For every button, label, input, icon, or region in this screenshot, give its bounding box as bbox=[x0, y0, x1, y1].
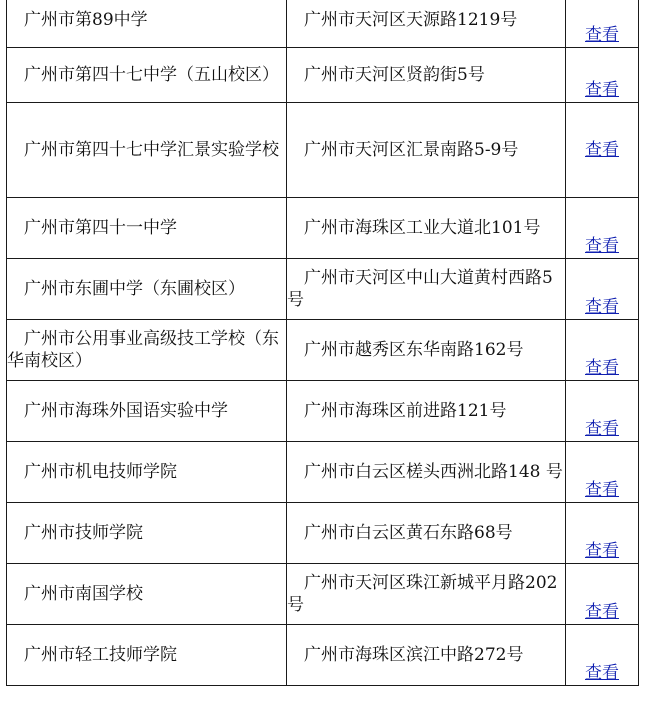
school-address-cell bbox=[287, 442, 566, 503]
school-address-cell bbox=[287, 0, 566, 48]
view-link[interactable]: 查看 bbox=[585, 236, 619, 256]
school-name-cell bbox=[7, 320, 287, 381]
view-link[interactable]: 查看 bbox=[585, 480, 619, 500]
view-link[interactable]: 查看 bbox=[585, 25, 619, 45]
school-address: 广州市越秀区东华南路162号 bbox=[287, 340, 524, 360]
school-name: 广州市南国学校 bbox=[7, 584, 143, 604]
school-address: 广州市天河区汇景南路5-9号 bbox=[287, 140, 519, 160]
school-name: 广州市机电技师学院 bbox=[7, 462, 177, 482]
school-address-cell bbox=[287, 503, 566, 564]
view-link-cell bbox=[566, 103, 639, 198]
school-address: 广州市海珠区工业大道北101号 bbox=[287, 218, 541, 238]
view-link-cell bbox=[566, 320, 639, 381]
view-link[interactable]: 查看 bbox=[585, 419, 619, 439]
school-address: 广州市白云区槎头西洲北路148 号 bbox=[287, 462, 563, 482]
school-name: 广州市海珠外国语实验中学 bbox=[7, 401, 228, 421]
table-row bbox=[7, 198, 639, 259]
table-row bbox=[7, 625, 639, 686]
school-address-cell bbox=[287, 48, 566, 103]
school-address: 广州市海珠区前进路121号 bbox=[287, 401, 507, 421]
school-address: 广州市天河区中山大道黄村西路5号 bbox=[287, 268, 553, 310]
view-link[interactable]: 查看 bbox=[585, 297, 619, 317]
school-name: 广州市轻工技师学院 bbox=[7, 645, 177, 665]
school-name-cell bbox=[7, 442, 287, 503]
school-name-cell bbox=[7, 259, 287, 320]
view-link[interactable]: 查看 bbox=[585, 139, 619, 160]
view-link-cell bbox=[566, 503, 639, 564]
school-name-cell bbox=[7, 48, 287, 103]
school-name: 广州市技师学院 bbox=[7, 523, 143, 543]
view-link-cell bbox=[566, 198, 639, 259]
school-address-cell bbox=[287, 103, 566, 198]
view-link[interactable]: 查看 bbox=[585, 663, 619, 683]
school-address-cell bbox=[287, 198, 566, 259]
school-address: 广州市天河区珠江新城平月路202号 bbox=[287, 573, 558, 615]
view-link-cell bbox=[566, 48, 639, 103]
table-row bbox=[7, 442, 639, 503]
view-link-cell bbox=[566, 625, 639, 686]
school-name-cell bbox=[7, 381, 287, 442]
table-row bbox=[7, 259, 639, 320]
table-row bbox=[7, 564, 639, 625]
school-name: 广州市第四十七中学汇景实验学校 bbox=[7, 140, 279, 160]
school-address-cell bbox=[287, 320, 566, 381]
school-address-cell bbox=[287, 564, 566, 625]
table-row bbox=[7, 0, 639, 48]
school-name: 广州市东圃中学（东圃校区） bbox=[7, 279, 245, 299]
school-name: 广州市第四十一中学 bbox=[7, 218, 177, 238]
school-name-cell bbox=[7, 503, 287, 564]
school-address: 广州市天河区天源路1219号 bbox=[287, 10, 518, 30]
school-table bbox=[6, 0, 639, 686]
school-address-cell bbox=[287, 381, 566, 442]
view-link-cell bbox=[566, 381, 639, 442]
table-row bbox=[7, 503, 639, 564]
view-link[interactable]: 查看 bbox=[585, 80, 619, 100]
view-link-cell bbox=[566, 0, 639, 48]
school-address: 广州市白云区黄石东路68号 bbox=[287, 523, 513, 543]
school-address: 广州市天河区贤韵街5号 bbox=[287, 65, 485, 85]
view-link-cell bbox=[566, 259, 639, 320]
school-name: 广州市第四十七中学（五山校区） bbox=[7, 65, 279, 85]
table-row bbox=[7, 320, 639, 381]
school-name-cell bbox=[7, 198, 287, 259]
school-name-cell bbox=[7, 564, 287, 625]
school-address-cell bbox=[287, 625, 566, 686]
school-name: 广州市公用事业高级技工学校（东华南校区） bbox=[7, 329, 279, 371]
table-row bbox=[7, 103, 639, 198]
view-link-cell bbox=[566, 442, 639, 503]
school-name: 广州市第89中学 bbox=[7, 10, 148, 30]
table-row bbox=[7, 48, 639, 103]
view-link[interactable]: 查看 bbox=[585, 541, 619, 561]
school-name-cell bbox=[7, 625, 287, 686]
view-link[interactable]: 查看 bbox=[585, 602, 619, 622]
table-row bbox=[7, 381, 639, 442]
school-address-cell bbox=[287, 259, 566, 320]
school-name-cell bbox=[7, 103, 287, 198]
school-address: 广州市海珠区滨江中路272号 bbox=[287, 645, 524, 665]
school-name-cell bbox=[7, 0, 287, 48]
view-link-cell bbox=[566, 564, 639, 625]
view-link[interactable]: 查看 bbox=[585, 358, 619, 378]
